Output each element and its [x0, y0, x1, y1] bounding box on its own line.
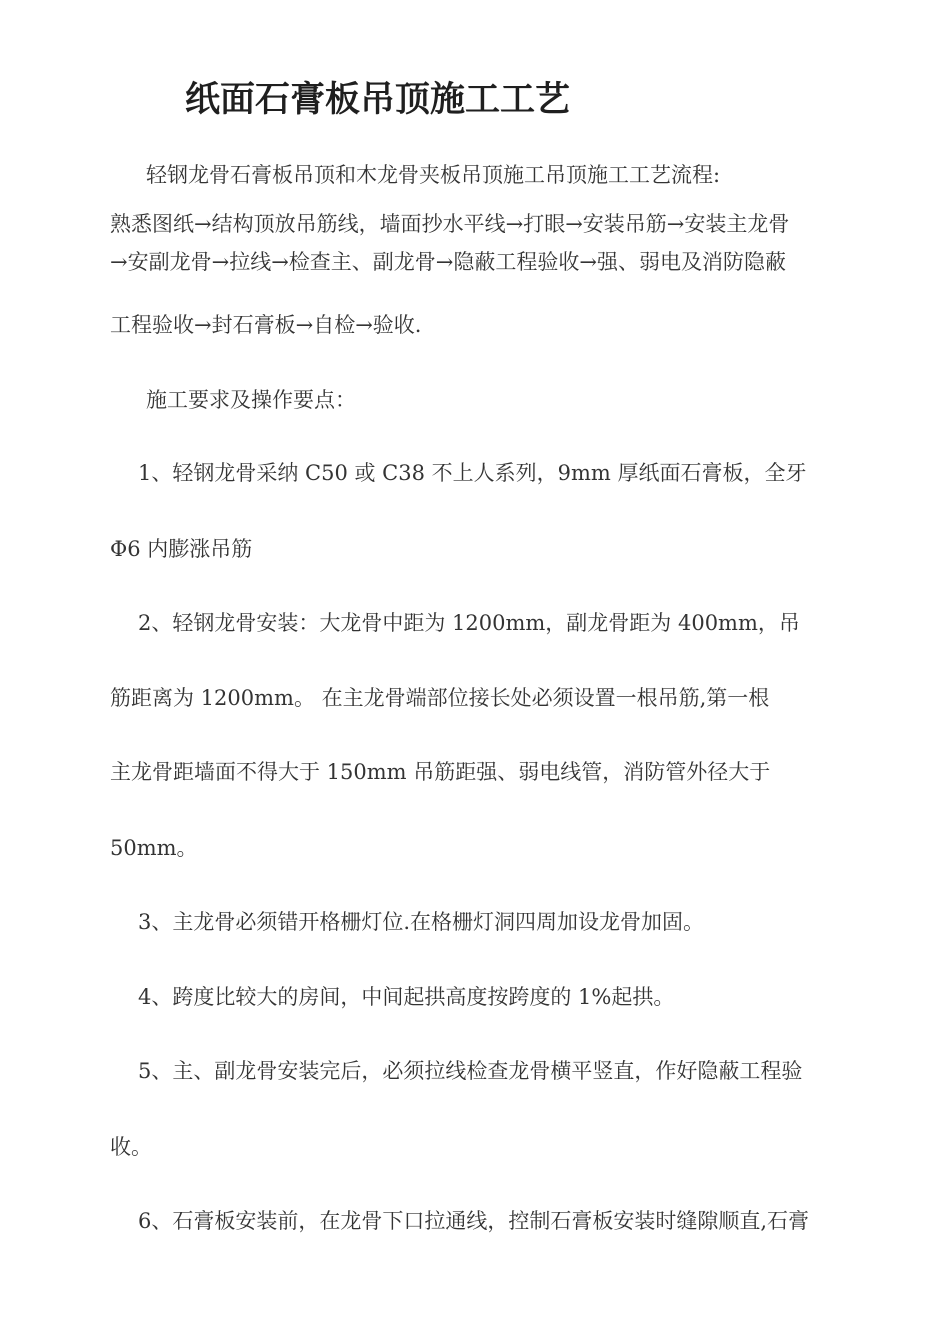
text-line: 轻钢龙骨石膏板吊顶和木龙骨夹板吊顶施工吊顶施工工艺流程:: [146, 163, 721, 187]
text-line: 收。: [110, 1135, 152, 1159]
text-line: 3、主龙骨必须错开格栅灯位.在格栅灯洞四周加设龙骨加固。: [138, 910, 705, 934]
text-line: 5、主、副龙骨安装完后，必须拉线检查龙骨横平竖直，作好隐蔽工程验: [138, 1059, 803, 1083]
text-line: 熟悉图纸→结构顶放吊筋线，墙面抄水平线→打眼→安装吊筋→安装主龙骨: [110, 212, 790, 236]
text-line: 主龙骨距墙面不得大于 150mm 吊筋距强、弱电线管，消防管外径大于: [110, 760, 771, 784]
text-line: 2、轻钢龙骨安装：大龙骨中距为 1200mm，副龙骨距为 400mm，吊: [138, 611, 800, 635]
document-title: 纸面石膏板吊顶施工工艺: [185, 79, 571, 120]
text-line: 工程验收→封石膏板→自检→验收.: [110, 313, 422, 337]
text-line: 4、跨度比较大的房间，中间起拱高度按跨度的 1%起拱。: [138, 985, 675, 1009]
text-line: 1、轻钢龙骨采纳 C50 或 C38 不上人系列，9mm 厚纸面石膏板，全牙: [138, 461, 807, 485]
text-line: 筋距离为 1200mm。 在主龙骨端部位接长处必须设置一根吊筋,第一根: [110, 686, 770, 710]
text-line: 施工要求及操作要点：: [146, 388, 356, 412]
text-line: 50mm。: [110, 836, 198, 860]
text-line: Φ6 内膨涨吊筋: [110, 537, 253, 561]
text-line: 6、石膏板安装前，在龙骨下口拉通线，控制石膏板安装时缝隙顺直,石膏: [138, 1209, 810, 1233]
text-line: →安副龙骨→拉线→检查主、副龙骨→隐蔽工程验收→强、弱电及消防隐蔽: [110, 250, 786, 274]
